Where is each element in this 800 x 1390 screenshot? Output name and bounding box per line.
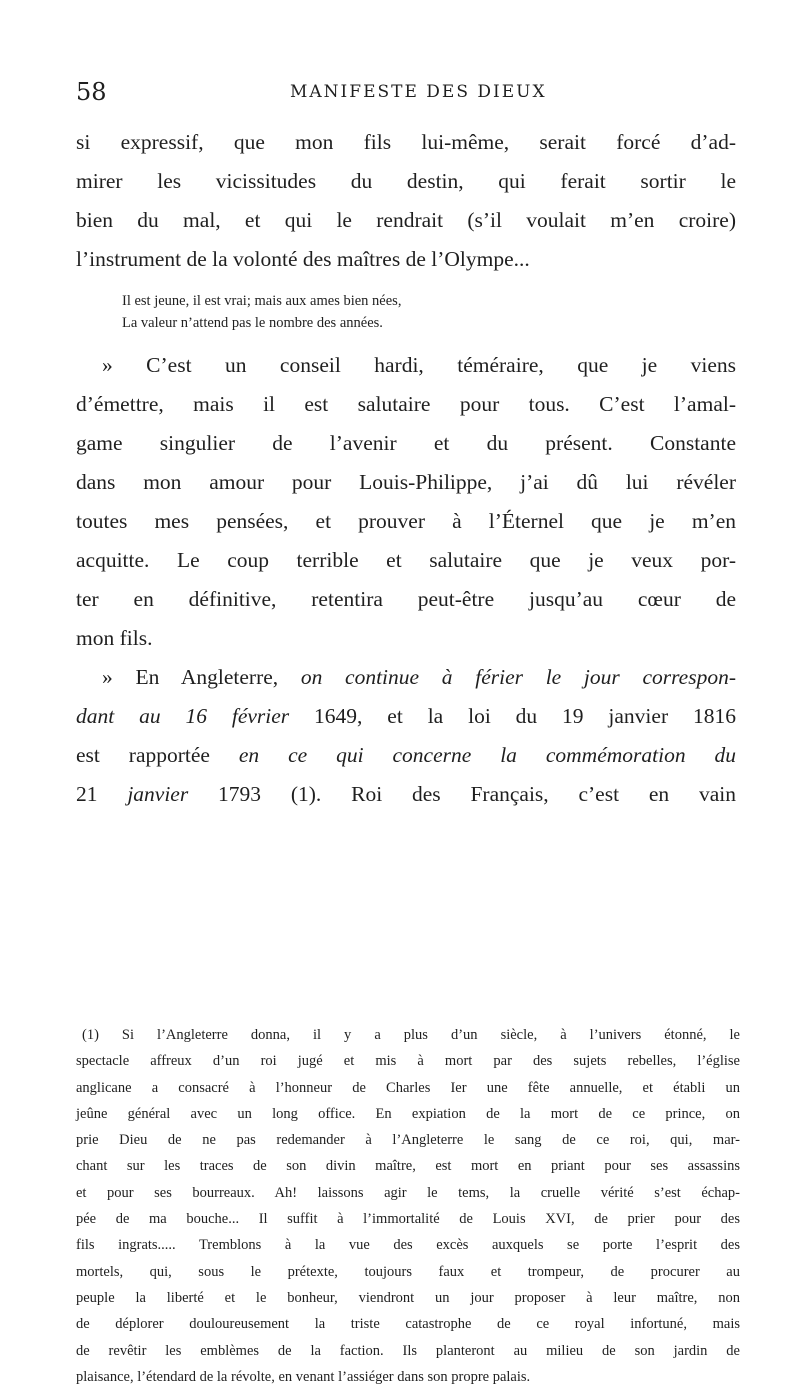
text-line: [76, 775, 736, 814]
text-line: dans mon amour pour Louis-Philippe, j’ai dû lui révéler: [76, 470, 736, 494]
footnote: [76, 1022, 740, 1390]
footnote-line: de revêtir les emblèmes de la faction. Ils planteront au milieu de son jardin de: [76, 1342, 740, 1359]
footnote-line: chant sur les traces de son divin maître, est mort en priant pour ses assassins: [76, 1158, 740, 1175]
text-segment: 21: [76, 782, 128, 806]
text-line: [76, 658, 736, 697]
text-segment: 1793 (1). Roi des Français, c’est en vain: [188, 782, 736, 806]
text-line: si expressif, que mon fils lui-même, serait forcé d’ad-: [76, 130, 736, 154]
italic-segment: on continue à férier le jour correspon-: [300, 665, 736, 689]
page-number: 58: [76, 78, 107, 106]
text-line: bien du mal, et qui le rendrait (s’il voulait m’en croire): [76, 208, 736, 232]
italic-segment: janvier: [127, 782, 189, 806]
text-line: » C’est un conseil hardi, téméraire, que je viens: [102, 353, 736, 377]
italic-segment: 16 février: [185, 704, 290, 728]
footnote-line: fils ingrats..... Tremblons à la vue des excès auxquels se porte l’esprit des: [76, 1237, 740, 1254]
footnote-line: (1) Si l’Angleterre donna, il y a plus d’un siècle, à l’univers étonné, le: [82, 1027, 740, 1043]
text-segment: 1649, et la loi du 19 janvier 1816: [289, 704, 736, 728]
footnote-line: spectacle affreux d’un roi jugé et mis à mort par des sujets rebelles, l’église: [76, 1053, 740, 1070]
italic-segment: en ce qui concerne la commémoration du: [238, 743, 736, 767]
running-title: MANIFESTE DES DIEUX: [290, 82, 547, 102]
footnote-line: peuple la liberté et le bonheur, viendront un jour proposer à leur maître, non: [76, 1289, 740, 1306]
text-line: game singulier de l’avenir et du présent. Constante: [76, 431, 736, 455]
paragraph-3: [76, 658, 736, 814]
footnote-line: mortels, qui, sous le prétexte, toujours faux et trompeur, de procurer au: [76, 1263, 740, 1280]
verse-line: La valeur n’attend pas le nombre des années.: [122, 315, 383, 331]
verse-quote: [76, 290, 736, 334]
text-segment: » En Angleterre,: [102, 665, 301, 689]
text-line: acquitte. Le coup terrible et salutaire que je veux por-: [76, 548, 736, 572]
footnote-line: et pour ses bourreaux. Ah! laissons agir le tems, la cruelle vérité s’est échap-: [76, 1184, 740, 1201]
footnote-line: de déplorer douloureusement la triste catastrophe de ce royal infortuné, mais: [76, 1316, 740, 1333]
text-line: d’émettre, mais il est salutaire pour tous. C’est l’amal-: [76, 392, 736, 416]
text-line: toutes mes pensées, et prouver à l’Éternel que je m’en: [76, 509, 736, 533]
text-line: mon fils.: [76, 626, 153, 650]
text-segment: est rapportée: [76, 743, 239, 767]
footnote-line: jeûne général avec un long office. En expiation de la mort de ce prince, on: [76, 1105, 740, 1122]
footnote-line: pée de ma bouche... Il suffit à l’immortalité de Louis XVI, de prier pour des: [76, 1211, 740, 1228]
paragraph-2: [76, 346, 736, 658]
footnote-line: prie Dieu de ne pas redemander à l’Angleterre le sang de ce roi, qui, mar-: [76, 1132, 740, 1149]
text-line: l’instrument de la volonté des maîtres de l’Olympe...: [76, 247, 530, 271]
italic-segment: dant au: [76, 704, 186, 728]
text-line: ter en définitive, retentira peut-être jusqu’au cœur de: [76, 587, 736, 611]
paragraph-1: [76, 123, 736, 279]
text-line: [76, 697, 736, 736]
verse-line: Il est jeune, il est vrai; mais aux ames bien nées,: [122, 293, 402, 309]
footnote-line: anglicane a consacré à l’honneur de Charles Ier une fête annuelle, et établi un: [76, 1079, 740, 1096]
page-header: [0, 78, 800, 108]
text-line: [76, 736, 736, 775]
text-line: mirer les vicissitudes du destin, qui ferait sortir le: [76, 169, 736, 193]
footnote-line: plaisance, l’étendard de la révolte, en venant l’assiéger dans son propre palais.: [76, 1368, 531, 1385]
